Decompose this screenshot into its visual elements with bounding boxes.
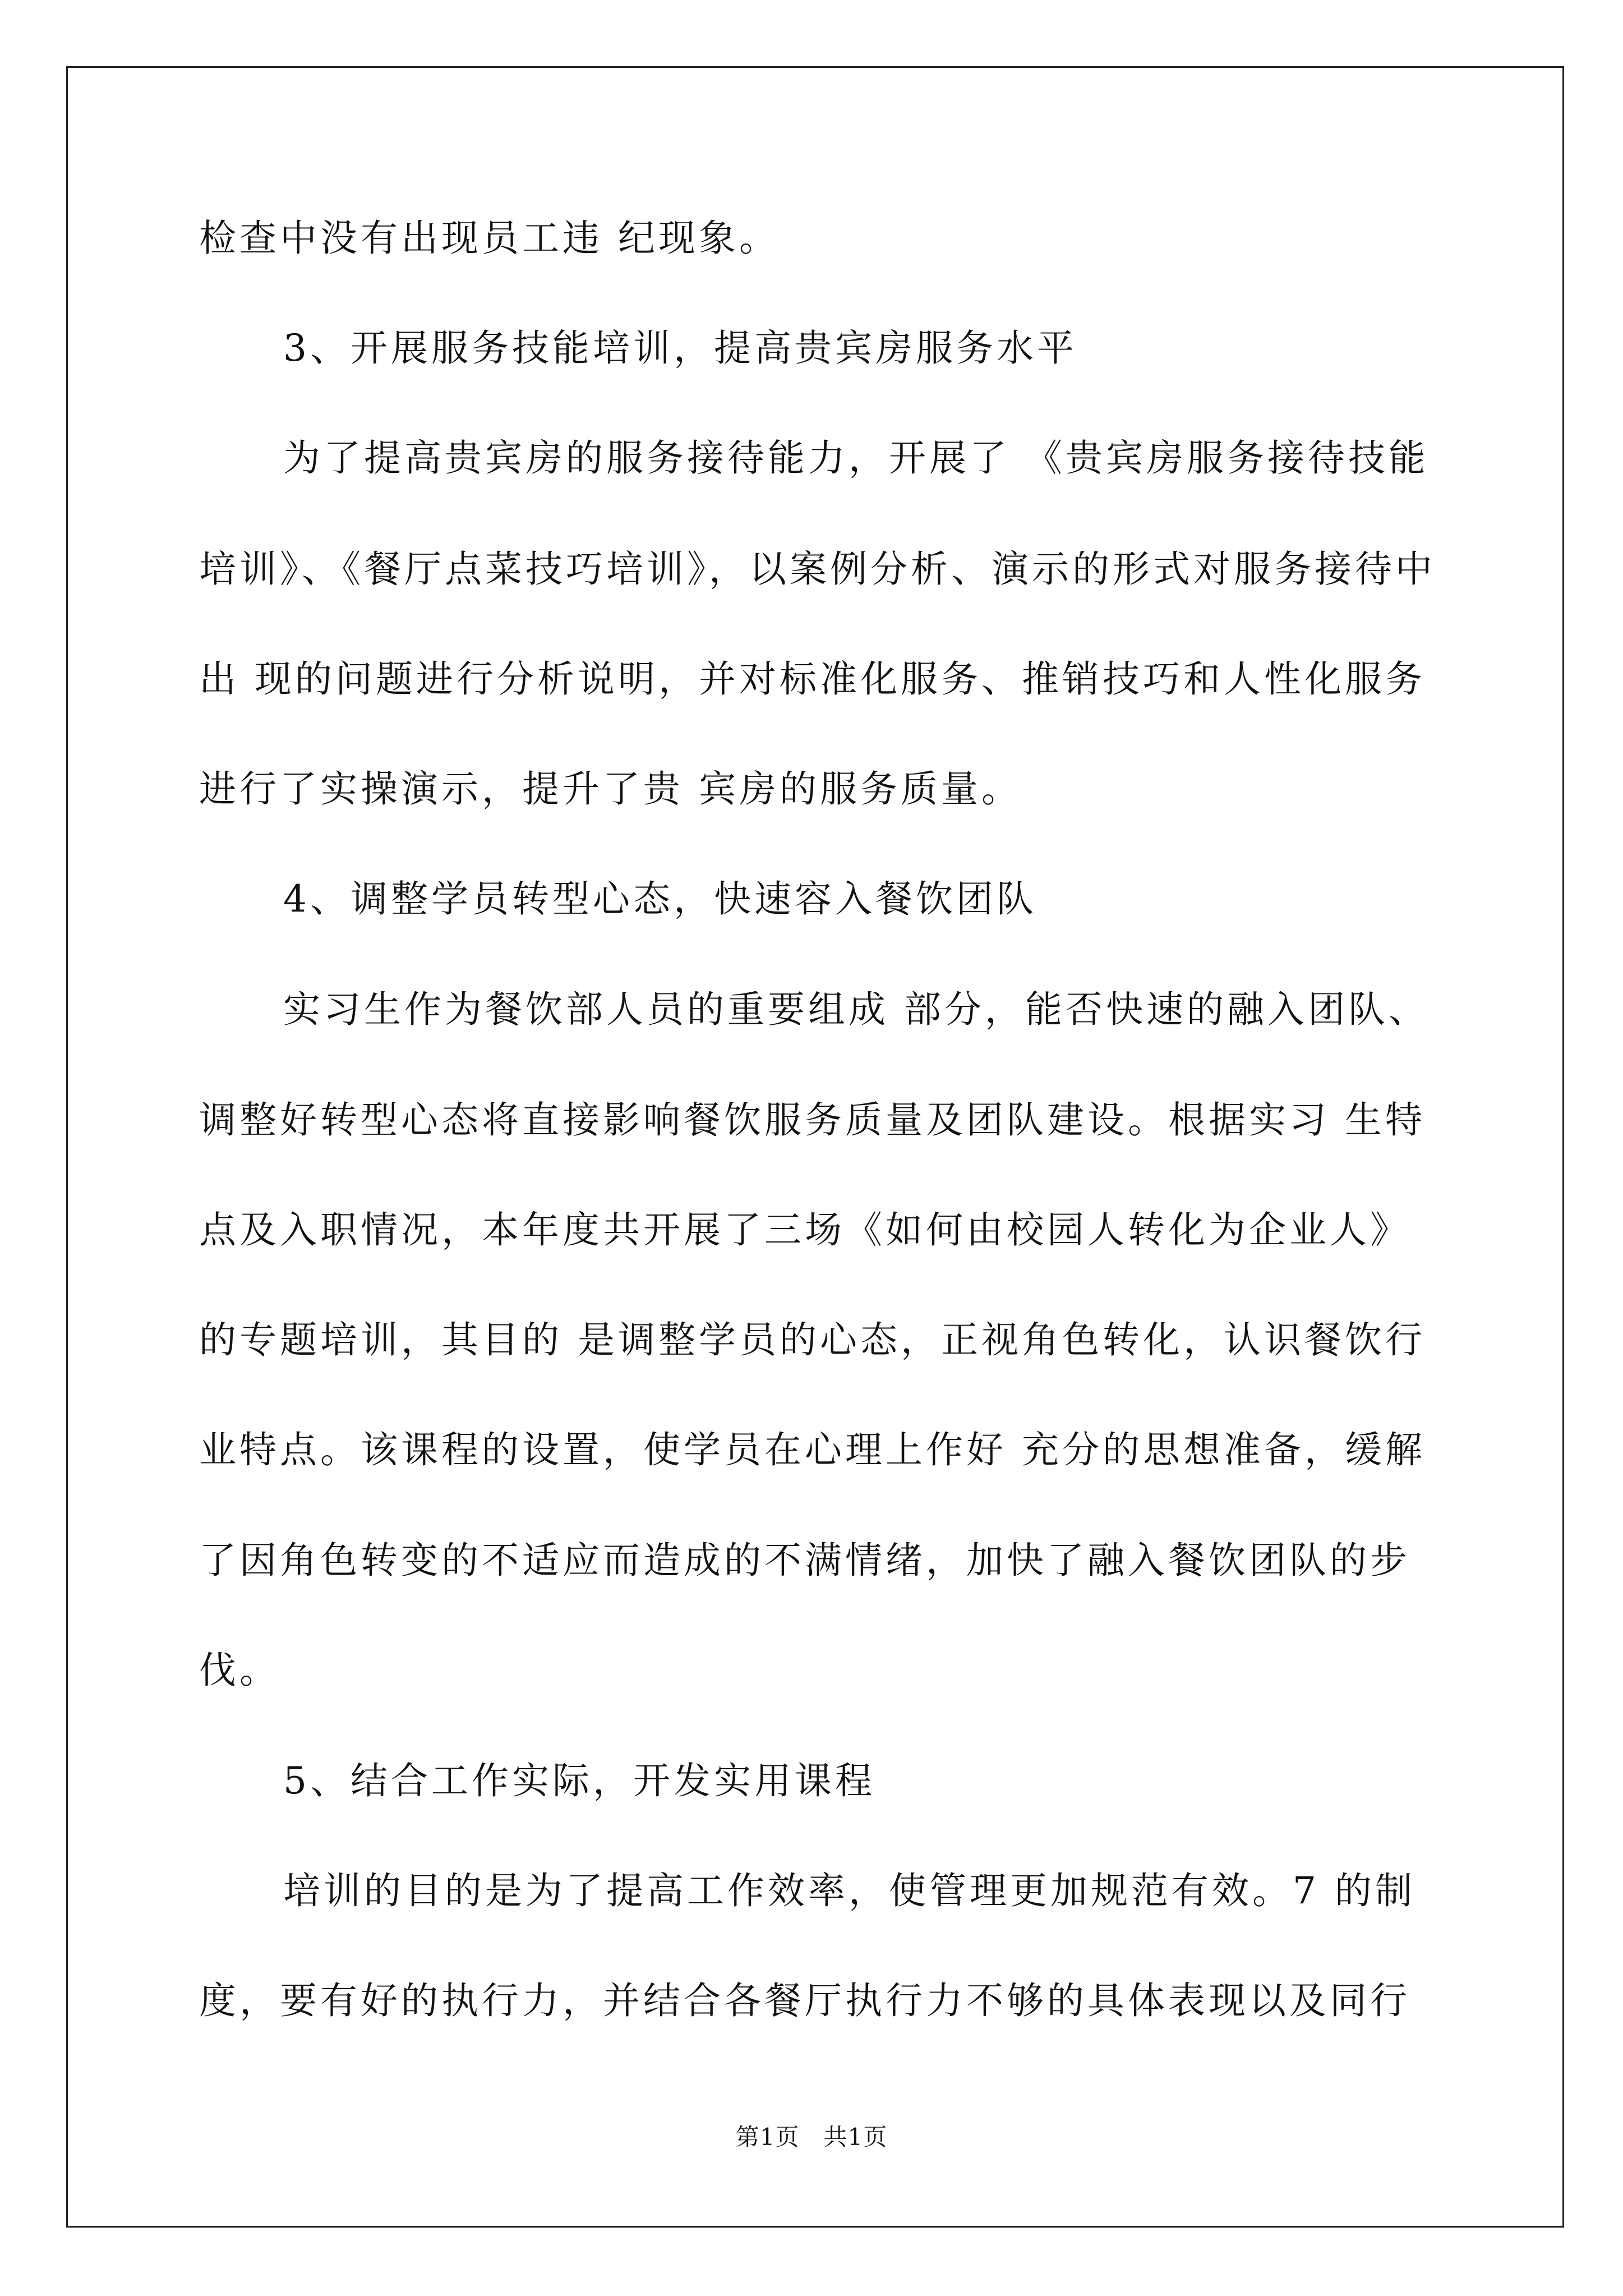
- paragraph-line: 培训》、《餐厅点菜技巧培训》，以案例分析、演示的形式对服务接待中: [199, 547, 1436, 591]
- paragraph-line: 点及入职情况，本年度共开展了三场《如何由校园人转化为企业人》: [199, 1208, 1410, 1251]
- paragraph-line: 为了提高贵宾房的服务接待能力，开展了 《贵宾房服务接待技能: [283, 436, 1429, 480]
- paragraph-line: 调整好转型心态将直接影响餐饮服务质量及团队建设。根据实习 生特: [199, 1098, 1426, 1142]
- section-heading: 4、调整学员转型心态，快速容入餐饮团队: [283, 877, 1037, 921]
- paragraph-line: 出 现的问题进行分析说明，并对标准化服务、推销技巧和人性化服务: [199, 657, 1426, 701]
- paragraph-line: 的专题培训，其目的 是调整学员的心态，正视角色转化，认识餐饮行: [199, 1318, 1426, 1361]
- paragraph-line: 了因角色转变的不适应而造成的不满情绪，加快了融入餐饮团队的步: [199, 1539, 1410, 1582]
- paragraph-line: 实习生作为餐饮部人员的重要组成 部分，能否快速的融入团队、: [283, 988, 1429, 1031]
- paragraph-line: 度，要有好的执行力，并结合各餐厅执行力不够的具体表现以及同行: [199, 1979, 1410, 2022]
- page-number-footer: 第1页 共1页: [735, 2123, 888, 2151]
- section-heading: 3、开展服务技能培训，提高贵宾房服务水平: [283, 326, 1077, 370]
- paragraph-line: 进行了实操演示，提升了贵 宾房的服务质量。: [199, 767, 1022, 811]
- body-line: 检查中没有出现员工违 纪现象。: [199, 217, 780, 260]
- paragraph-line: 业特点。该课程的设置，使学员在心理上作好 充分的思想准备，缓解: [199, 1428, 1426, 1471]
- paragraph-line: 培训的目的是为了提高工作效率，使管理更加规范有效。7 的制: [283, 1869, 1415, 1912]
- section-heading: 5、结合工作实际，开发实用课程: [283, 1759, 875, 1802]
- paragraph-line: 伐。: [199, 1649, 280, 1692]
